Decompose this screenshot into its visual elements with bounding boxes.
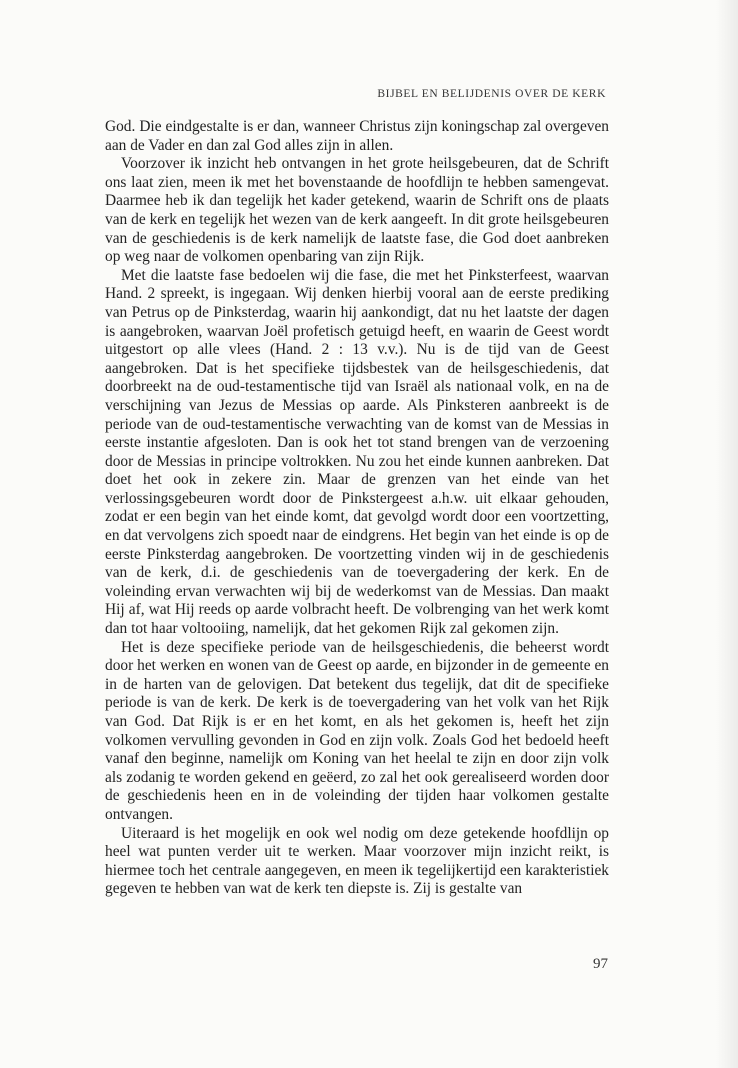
- paragraph: Het is deze specifieke periode van de heilsgeschiedenis, die beheerst wordt door het werken en wonen van de Geest op aarde, en bijzonder in de gemeente en in de harten van de gelovigen. Dat betekent dus tegelijk, dat dit de specifieke periode is van de kerk. De kerk is de toevergadering van het volk van het Rijk van God. Dat Rijk is er en het komt, en als het gekomen is, heeft het zijn volkomen vervulling gevonden in God en zijn volk. Zoals God het bedoeld heeft vanaf den beginne, namelijk om Koning van het heelal te zijn en door zijn volk als zodanig te worden gekend en geëerd, zo zal het ook gerealiseerd worden door de geschiedenis heen en in de voleinding der tijden haar volkomen gestalte ontvangen.: [105, 638, 609, 823]
- paragraph: Voorzover ik inzicht heb ontvangen in het grote heilsgebeuren, dat de Schrift ons laat zien, meen ik met het bovenstaande de hoofdlijn te hebben samengevat. Daarmee heb ik dan tegelijk het kader getekend, waarin de Schrift ons de plaats van de kerk en tegelijk het wezen van de kerk aangeeft. In dit grote heilsgebeuren van de geschiedenis is de kerk namelijk de laatste fase, die God doet aanbreken op weg naar de volkomen openbaring van zijn Rijk.: [105, 155, 609, 266]
- running-head: BIJBEL EN BELIJDENIS OVER DE KERK: [377, 88, 606, 100]
- paragraph: Met die laatste fase bedoelen wij die fase, die met het Pinksterfeest, waarvan Hand. 2 spreekt, is ingegaan. Wij denken hierbij vooral aan de eerste prediking van Petrus op de Pinksterdag, waarin hij aankondigt, dat nu het laatste der dagen is aangebroken, waarvan Joël profetisch getuigd heeft, en waarin de Geest wordt uitgestort op alle vlees (Hand. 2 : 13 v.v.). Nu is de tijd van de Geest aangebroken. Dat is het specifieke tijdsbestek van de heilsgeschiedenis, dat doorbreekt na de oud-testamentische tijd van Israël als nationaal volk, en na de verschijning van Jezus de Messias op aarde. Als Pinksteren aanbreekt is de periode van de oud-testamentische verwachting van de komst van de Messias in eerste instantie afgesloten. Dan is ook het tot stand brengen van de verzoening door de Messias in principe voltrokken. Nu zou het einde kunnen aanbreken. Dat doet het ook in zekere zin. Maar de grenzen van het einde van het verlossingsgebeuren wordt door de Pinkstergeest a.h.w. uit elkaar gehouden, zodat er een begin van het einde komt, dat gevolgd wordt door een voortzetting, en dat vervolgens zich spoedt naar de eindgrens. Het begin van het einde is op de eerste Pinksterdag aangebroken. De voortzetting vinden wij in de geschiedenis van de kerk, d.i. de geschiedenis van de toevergadering der kerk. En de voleinding ervan verwachten wij bij de wederkomst van de Messias. Dan maakt Hij af, wat Hij reeds op aarde volbracht heeft. De volbrenging van het werk komt dan tot haar voltooiing, namelijk, dat het gekomen Rijk zal gekomen zijn.: [105, 266, 609, 638]
- paragraph: Uiteraard is het mogelijk en ook wel nodig om deze getekende hoofdlijn op heel wat punten verder uit te werken. Maar voorzover mijn inzicht reikt, is hiermee toch het centrale aangegeven, en meen ik tegelijkertijd een karakteristiek gegeven te hebben van wat de kerk ten diepste is. Zij is gestalte van: [105, 824, 609, 898]
- paragraph: God. Die eindgestalte is er dan, wanneer Christus zijn koningschap zal overgeven aan de Vader en dan zal God alles zijn in allen.: [105, 118, 609, 154]
- page-edge-shadow: [716, 0, 738, 1068]
- page-number: 97: [593, 956, 608, 972]
- body-text: [105, 118, 609, 899]
